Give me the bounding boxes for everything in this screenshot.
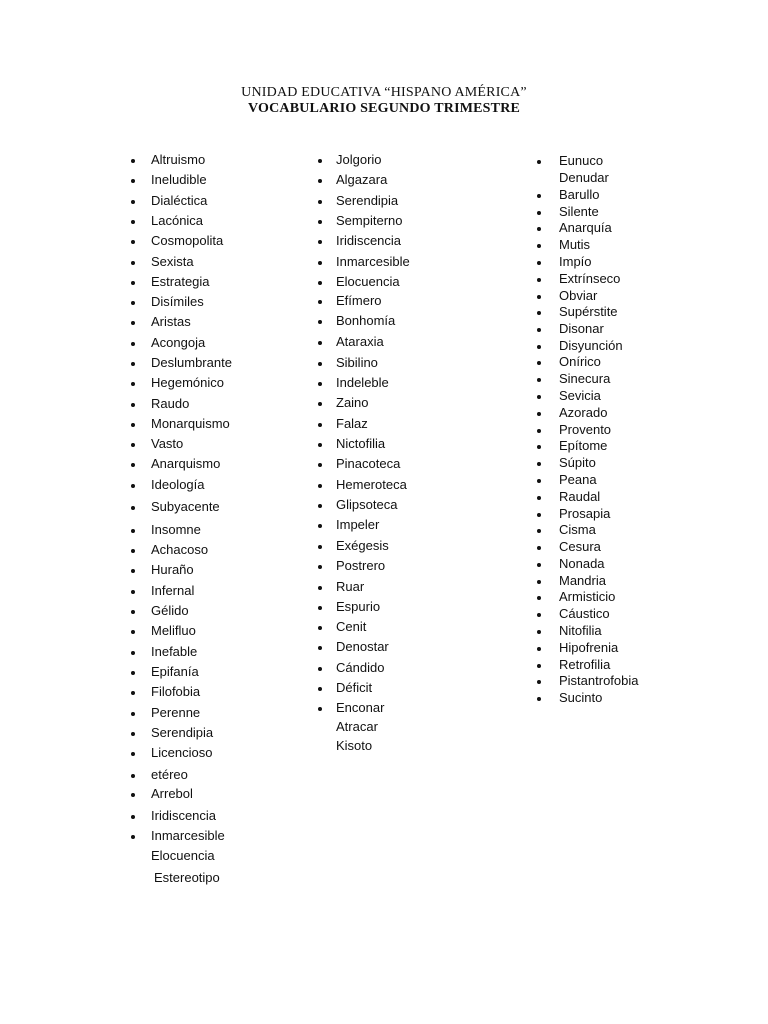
- bullet-icon: [131, 240, 135, 244]
- bullet-icon: [318, 443, 322, 447]
- bullet-icon: [537, 613, 541, 617]
- bullet-icon: [537, 261, 541, 265]
- vocabulary-word: Atracar: [336, 719, 378, 734]
- vocabulary-word: Perenne: [151, 705, 201, 720]
- bullet-icon: [131, 651, 135, 655]
- vocabulary-word: Glipsoteca: [336, 497, 398, 512]
- bullet-icon: [537, 295, 541, 299]
- vocabulary-word: Cosmopolita: [151, 233, 224, 248]
- bullet-icon: [131, 382, 135, 386]
- bullet-icon: [318, 200, 322, 204]
- vocabulary-word: Algazara: [336, 172, 388, 187]
- vocabulary-word: Serendipia: [151, 725, 214, 740]
- vocabulary-word: Arrebol: [151, 786, 193, 801]
- bullet-icon: [537, 395, 541, 399]
- vocabulary-word: Nonada: [559, 556, 605, 571]
- bullet-icon: [131, 484, 135, 488]
- vocabulary-word: Prosapia: [559, 506, 611, 521]
- bullet-icon: [537, 680, 541, 684]
- vocabulary-word: Achacoso: [151, 542, 209, 557]
- vocabulary-word: Estrategia: [151, 274, 210, 289]
- vocabulary-word: Pistantrofobia: [559, 673, 639, 688]
- vocabulary-word: Inmarcesible: [336, 254, 410, 269]
- vocabulary-word: Sevicia: [559, 388, 601, 403]
- vocabulary-word: Subyacente: [151, 499, 220, 514]
- bullet-icon: [131, 200, 135, 204]
- vocabulary-word: Iridiscencia: [336, 233, 402, 248]
- bullet-icon: [537, 160, 541, 164]
- vocabulary-word: Iridiscencia: [151, 808, 217, 823]
- bullet-icon: [318, 626, 322, 630]
- bullet-icon: [131, 732, 135, 736]
- bullet-icon: [131, 403, 135, 407]
- vocabulary-word: etéreo: [151, 767, 188, 782]
- vocabulary-word: Efímero: [336, 293, 382, 308]
- vocabulary-word: Espurio: [336, 599, 381, 614]
- bullet-icon: [131, 752, 135, 756]
- vocabulary-word: Nictofilia: [336, 436, 386, 451]
- bullet-icon: [131, 179, 135, 183]
- vocabulary-word: Nitofilia: [559, 623, 602, 638]
- bullet-icon: [537, 479, 541, 483]
- school-name: UNIDAD EDUCATIVA “HISPANO AMÉRICA”: [241, 85, 527, 100]
- vocabulary-word: Silente: [559, 204, 599, 219]
- bullet-icon: [318, 646, 322, 650]
- vocabulary-word: Anarquismo: [151, 456, 221, 471]
- vocabulary-word: Raudo: [151, 396, 190, 411]
- vocabulary-word: Hemeroteca: [336, 477, 407, 492]
- bullet-icon: [537, 227, 541, 231]
- bullet-icon: [537, 412, 541, 416]
- bullet-icon: [537, 697, 541, 701]
- bullet-icon: [131, 691, 135, 695]
- vocabulary-word: Monarquismo: [151, 416, 230, 431]
- vocabulary-word: Gélido: [151, 603, 189, 618]
- vocabulary-word: Ideología: [151, 477, 205, 492]
- bullet-icon: [131, 815, 135, 819]
- bullet-icon: [537, 194, 541, 198]
- bullet-icon: [318, 220, 322, 224]
- bullet-icon: [537, 496, 541, 500]
- bullet-icon: [131, 443, 135, 447]
- vocabulary-word: Cesura: [559, 539, 601, 554]
- bullet-icon: [131, 569, 135, 573]
- vocabulary-word: Ineludible: [151, 172, 207, 187]
- vocabulary-word: Altruismo: [151, 152, 206, 167]
- vocabulary-word: Infernal: [151, 583, 195, 598]
- vocabulary-word: Estereotipo: [154, 870, 220, 885]
- vocabulary-word: Anarquía: [559, 220, 612, 235]
- bullet-icon: [537, 630, 541, 634]
- bullet-icon: [537, 311, 541, 315]
- bullet-icon: [318, 159, 322, 163]
- vocabulary-word: Disonar: [559, 321, 604, 336]
- bullet-icon: [318, 484, 322, 488]
- bullet-icon: [537, 647, 541, 651]
- vocabulary-word: Bonhomía: [336, 313, 396, 328]
- vocabulary-word: Provento: [559, 422, 612, 437]
- bullet-icon: [537, 580, 541, 584]
- vocabulary-word: Epifanía: [151, 664, 199, 679]
- bullet-icon: [318, 565, 322, 569]
- vocabulary-word: Aristas: [151, 314, 191, 329]
- vocabulary-word: Sinecura: [559, 371, 611, 386]
- bullet-icon: [318, 179, 322, 183]
- bullet-icon: [131, 463, 135, 467]
- vocabulary-word: Vasto: [151, 436, 184, 451]
- vocabulary-word: Jolgorio: [336, 152, 382, 167]
- bullet-icon: [131, 220, 135, 224]
- vocabulary-word: Mutis: [559, 237, 591, 252]
- bullet-icon: [131, 423, 135, 427]
- bullet-icon: [537, 345, 541, 349]
- vocabulary-word: Kisoto: [336, 738, 373, 753]
- bullet-icon: [131, 261, 135, 265]
- vocabulary-word: Déficit: [336, 680, 373, 695]
- vocabulary-word: Enconar: [336, 700, 385, 715]
- bullet-icon: [318, 463, 322, 467]
- bullet-icon: [131, 793, 135, 797]
- bullet-icon: [318, 667, 322, 671]
- vocabulary-word: Azorado: [559, 405, 608, 420]
- bullet-icon: [537, 529, 541, 533]
- bullet-icon: [537, 429, 541, 433]
- vocabulary-word: Onírico: [559, 354, 601, 369]
- vocabulary-word: Mandria: [559, 573, 606, 588]
- bullet-icon: [131, 321, 135, 325]
- bullet-icon: [537, 563, 541, 567]
- bullet-icon: [131, 281, 135, 285]
- vocabulary-word: Impeler: [336, 517, 380, 532]
- vocabulary-word: Exégesis: [336, 538, 389, 553]
- vocabulary-word: Sempiterno: [336, 213, 403, 228]
- vocabulary-word: Raudal: [559, 489, 601, 504]
- vocabulary-word: Insomne: [151, 522, 201, 537]
- bullet-icon: [318, 341, 322, 345]
- vocabulary-word: Falaz: [336, 416, 368, 431]
- vocabulary-word: Cándido: [336, 660, 385, 675]
- bullet-icon: [131, 362, 135, 366]
- vocabulary-word: Filofobia: [151, 684, 201, 699]
- vocabulary-word: Elocuencia: [336, 274, 400, 289]
- bullet-icon: [318, 281, 322, 285]
- bullet-icon: [131, 610, 135, 614]
- bullet-icon: [318, 320, 322, 324]
- vocabulary-word: Zaino: [336, 395, 369, 410]
- bullet-icon: [537, 211, 541, 215]
- vocabulary-word: Retrofilia: [559, 657, 611, 672]
- vocabulary-word: Denudar: [559, 170, 609, 185]
- vocabulary-word: Deslumbrante: [151, 355, 232, 370]
- vocabulary-word: Eunuco: [559, 153, 604, 168]
- vocabulary-word: Barullo: [559, 187, 600, 202]
- bullet-icon: [318, 687, 322, 691]
- vocabulary-word: Huraño: [151, 562, 194, 577]
- vocabulary-word: Acongoja: [151, 335, 206, 350]
- vocabulary-word: Supérstite: [559, 304, 618, 319]
- bullet-icon: [318, 402, 322, 406]
- bullet-icon: [537, 244, 541, 248]
- vocabulary-word: Disímiles: [151, 294, 204, 309]
- vocabulary-word: Obviar: [559, 288, 598, 303]
- bullet-icon: [131, 159, 135, 163]
- bullet-icon: [537, 596, 541, 600]
- vocabulary-word: Hipofrenia: [559, 640, 619, 655]
- vocabulary-word: Ruar: [336, 579, 365, 594]
- bullet-icon: [537, 445, 541, 449]
- vocabulary-word: Indeleble: [336, 375, 389, 390]
- bullet-icon: [131, 835, 135, 839]
- bullet-icon: [537, 513, 541, 517]
- vocabulary-word: Sibilino: [336, 355, 378, 370]
- bullet-icon: [537, 664, 541, 668]
- vocabulary-word: Denostar: [336, 639, 389, 654]
- vocabulary-word: Extrínseco: [559, 271, 621, 286]
- bullet-icon: [537, 378, 541, 382]
- vocabulary-word: Cisma: [559, 522, 596, 537]
- vocabulary-word: Sucinto: [559, 690, 603, 705]
- bullet-icon: [131, 342, 135, 346]
- vocabulary-word: Lacónica: [151, 213, 204, 228]
- document-title: VOCABULARIO SEGUNDO TRIMESTRE: [247, 101, 521, 116]
- vocabulary-word: Hegemónico: [151, 375, 224, 390]
- bullet-icon: [318, 504, 322, 508]
- bullet-icon: [318, 382, 322, 386]
- vocabulary-word: Peana: [559, 472, 597, 487]
- bullet-icon: [318, 707, 322, 711]
- vocabulary-word: Inmarcesible: [151, 828, 225, 843]
- vocabulary-word: Sexista: [151, 254, 194, 269]
- bullet-icon: [131, 774, 135, 778]
- bullet-icon: [537, 462, 541, 466]
- bullet-icon: [537, 278, 541, 282]
- bullet-icon: [131, 506, 135, 510]
- vocabulary-word: Inefable: [151, 644, 198, 659]
- vocabulary-word: Disyunción: [559, 338, 623, 353]
- bullet-icon: [318, 362, 322, 366]
- bullet-icon: [318, 606, 322, 610]
- vocabulary-word: Impío: [559, 254, 592, 269]
- vocabulary-word: Serendipia: [336, 193, 399, 208]
- vocabulary-word: Elocuencia: [151, 848, 215, 863]
- bullet-icon: [537, 328, 541, 332]
- bullet-icon: [318, 261, 322, 265]
- vocabulary-word: Pinacoteca: [336, 456, 401, 471]
- bullet-icon: [131, 712, 135, 716]
- vocabulary-word: Súpito: [559, 455, 596, 470]
- bullet-icon: [318, 524, 322, 528]
- bullet-icon: [318, 240, 322, 244]
- bullet-icon: [318, 545, 322, 549]
- bullet-icon: [131, 301, 135, 305]
- vocabulary-word: Ataraxia: [336, 334, 384, 349]
- bullet-icon: [318, 300, 322, 304]
- bullet-icon: [318, 423, 322, 427]
- vocabulary-word: Melifluo: [151, 623, 196, 638]
- vocabulary-word: Cáustico: [559, 606, 610, 621]
- vocabulary-word: Postrero: [336, 558, 386, 573]
- bullet-icon: [131, 529, 135, 533]
- bullet-icon: [131, 630, 135, 634]
- bullet-icon: [131, 671, 135, 675]
- bullet-icon: [318, 586, 322, 590]
- bullet-icon: [131, 549, 135, 553]
- bullet-icon: [131, 590, 135, 594]
- vocabulary-word: Epítome: [559, 438, 608, 453]
- vocabulary-word: Dialéctica: [151, 193, 208, 208]
- bullet-icon: [537, 546, 541, 550]
- vocabulary-word: Licencioso: [151, 745, 213, 760]
- bullet-icon: [537, 361, 541, 365]
- vocabulary-word: Armisticio: [559, 589, 616, 604]
- vocabulary-word: Cenit: [336, 619, 367, 634]
